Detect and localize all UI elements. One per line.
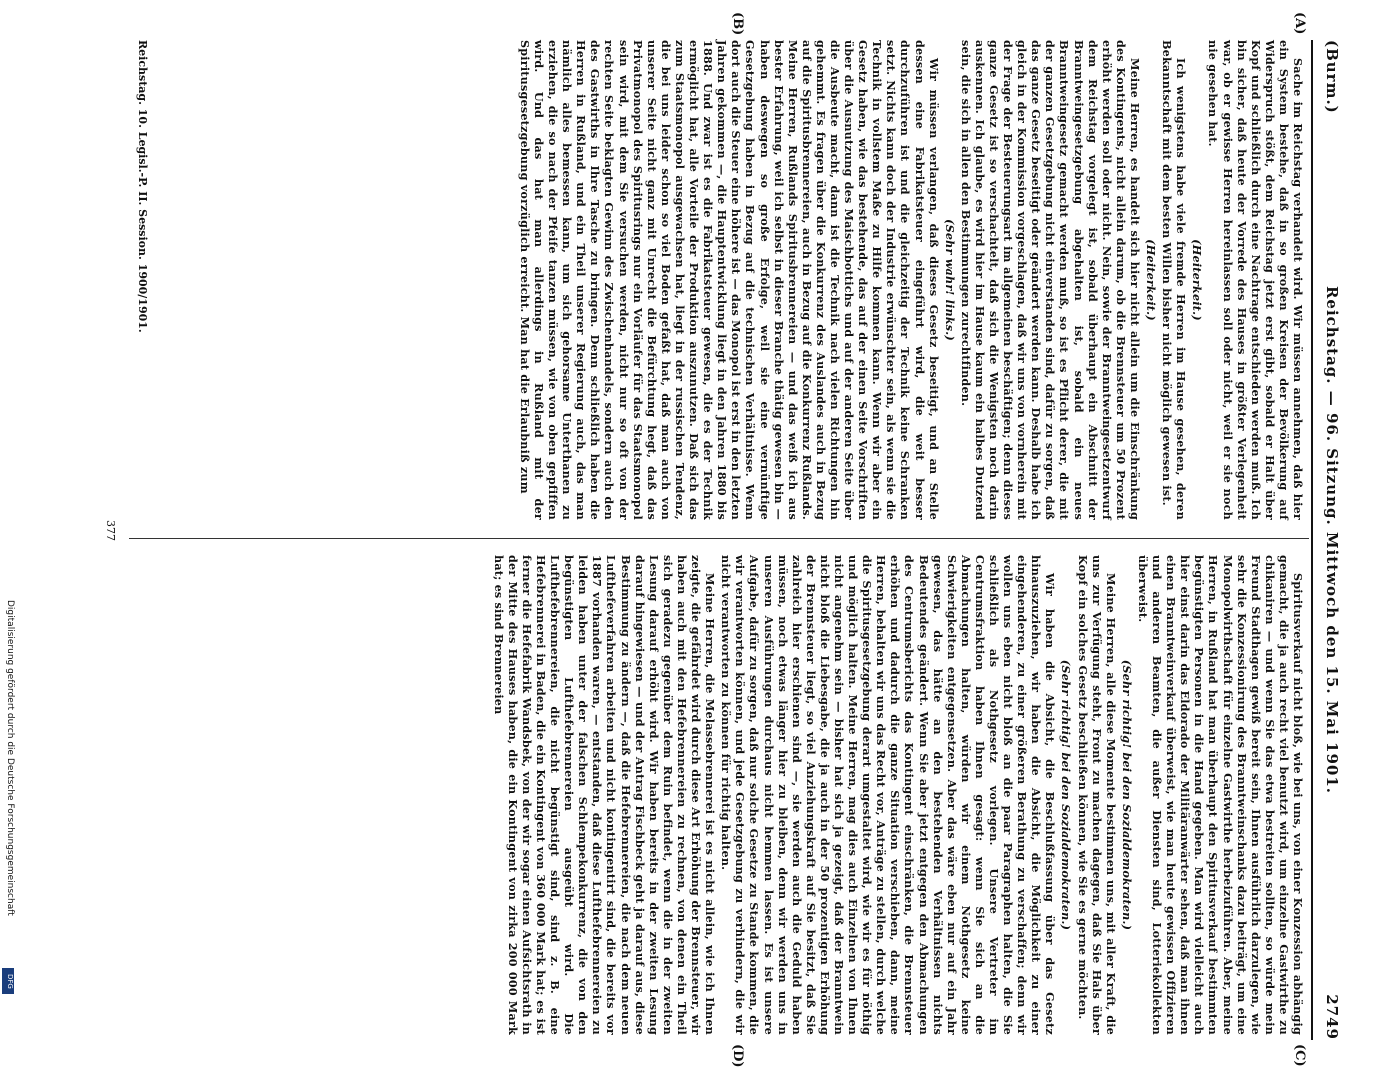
page-header <box>1315 40 1345 1040</box>
funding-note-text: Digitalisierung gefördert durch die Deutsche Forschungsgemeinschaft <box>5 600 15 916</box>
left-column-paragraph: Wir müssen verlangen, daß dieses Gesetz beseitigt, und an Stelle dessen eine Fabrikatsteuer eingeführt wird, die weit besser durchzuführen ist und die gleichzeitig der Technik keine Schranken setzt. Nichts kann doch der Industrie erwünschter sein, als wenn sie die Technik in vollstem Maße zu Hilfe kommen kann. Wenn wir aber ein Gesetz haben, wie das bestehende, das auf der einen Seite Vorschriften über die Ausnutzung des Maischbottichs und auf der anderen Seite über die Ausbeute macht, dann ist die Technik nach vielen Richtungen hin gehemmt. Es fragen über die Konkurrenz des Auslandes auch in Bezug auf die Spiritusbrennereien, auch in Bezug auf die Konkurrenz Rußlands. Meine Herren, Rußlands Spiritusbrennereien — und das weiß ich aus bester Erfahrung, weil ich selbst in dieser Branche thätig gewesen bin — haben deswegen so große Erfolge, weil sie eine vernünftige Gesetzgebung haben in Bezug auf die technischen Verhältnisse. Wenn dort auch die Steuer eine höhere ist — das Monopol ist erst in den letzten Jahren gekommen —, die Hauptentwicklung liegt in den Jahren 1880 bis 1888. Und zwar ist es die Fabrikatsteuer gewesen, die es der Technik ermöglicht hat, alle Vorteile der Produktion auszunutzen. Daß sich das zum Staatsmonopol ausgewachsen hat, liegt in der russischen Tendenz, die bei uns leider schon so viel Boden gefaßt hat, daß man auch von unserer Seite nicht ganz mit Unrecht die Befürchtung hegt, daß das Privatmonopol des Spiritusrings nur ein Vorläufer für das Staatsmonopol sein wird, mit dem Sie versuchen werden, nicht nur so oft von der rechten Seite beklagten Gewinn des Zwischenhandels, sondern auch den des Gastwirths in Ihre Tasche zu bringen. Denn schließlich haben die Herren in Rußland, und ein Theil unserer Regierung auch, das man nämlich alles bemessen kann, um sich gehorsame Unterthanen zu erziehen, die so nach der Pfeife tanzen müssen, wie von oben gepfiffen wird. Und das hat man allerdings in Rußland mit der Spiritusgesetzgebung vorzüglich erreicht. Man hat die Erlaubniß zum <box>517 40 941 520</box>
left-column-paragraph: (Heiterkeit.) <box>1190 239 1205 321</box>
footer-session: Reichstag. 10. Legisl.-P. II. Session. 1900/1901. <box>136 40 149 333</box>
column-separator <box>129 538 1309 539</box>
margin-mark-b: (B) <box>730 12 745 36</box>
right-column-paragraph: Spiritusverkauf nicht bloß, wie bei uns, von einer Konzession abhängig gemacht, die ja auch recht viel benutzt wird, um einzelne Gastwirthe zu chikaniren — und wenn Sie das etwa bestreiten sollten, so würde mein Freund Stadthagen gewiß bereit sein, Ihnen ausführlich darzulegen, wie sehr die Konzessionirung des Branntweinschanks dazu beiträgt, um eine Monopolwirthschaft für einzelne Gastwirthe herbeizuführen. Aber, meine Herren, in Rußland hat man überhaupt den Spiritusverkauf bestimmten begünstigten Personen in die Hand gegeben. Man wird vielleicht auch hier einst darin das Eldorado der Militäranwärter sehen, daß man ihnen einen Branntweinverkauf überweist, wie man heute gewissen Offizieren und anderen Beamten, die außer Diensten sind, Lotteriekollekten überweist. <box>1135 555 1305 1035</box>
left-column-paragraph: Meine Herren, es handelt sich hier nicht allein um die Einschränkung des Kontingents, nicht allein darum, ob die Brennsteuer um 50 Prozent erhöht werden soll oder nicht. Nein, sowie der Branntweingesetzentwurf dem Reichstag vorgelegt ist, sobald überhaupt ein Abschnitt der Branntweingesetzgebung abgehalten ist, sobald ein neues Branntweingesetz gemacht werden muß, so ist es Pflicht derer, die mit der ganzen Gesetzgebung nicht einverstanden sind, dafür zu sorgen, daß das ganze Gesetz beseitigt oder geändert werden kann. Deshalb habe ich gleich in der Kommission vorgeschlagen, daß wir uns von vornherein mit der Frage der Besteuerungsart im allgemeinen beschäftigen; denn dieses ganze Gesetz ist so verschachtelt, daß sich die Wenigsten noch darin auskennen. Ich glaube, es wird hier im Hause kaum ein halbes Dutzend sein, die sich in allen den Bestimmungen zurechtfinden. <box>958 40 1142 520</box>
right-column-paragraph: (Sehr richtig! bei den Sozialdemokraten.) <box>1059 659 1074 931</box>
funding-note <box>4 600 16 995</box>
margin-mark-d: (D) <box>730 1044 745 1068</box>
margin-mark-a: (A) <box>1292 12 1307 35</box>
page-number: 2749 <box>1323 994 1341 1040</box>
right-column-paragraph: Meine Herren, die Melassebrennerei ist es nicht allein, wie ich Ihnen zeigte, die gefährdet wird durch diese Art Erhöhung der Brennsteuer, wir haben auch mit den Hefebrennereien zu rechnen, von denen ein Theil sich geradezu gegenüber dem Ruin befindet, wenn die in der zweiten Lesung darauf erhöht wird. Wir haben bereits in der zweiten Lesung darauf hingewiesen — und der Antrag Fischbeck geht ja darauf aus, diese Bestimmung zu ändern —, daß die Hefebrennereien, die nach dem neuen Lufthefeverfahren arbeiten und nicht kontingentirt sind, die bereits vor 1887 vorhanden waren, — entstanden, daß diese Lufthefebrennereien zu leiden haben unter der falschen Schlempekonkurrenz, die von den begünstigten Lufthefebrennereien ausgeübt wird. Die Lufthefebrennereien, die nicht begünstigt sind, sind z. B. eine Hefebrennerei in Baden, die ein Kontingent von 360 000 Mark hat; es ist ferner die Hefefabrik Wandsbek, von der wir sogar einen Aufsichtsrath in der Mitte des Hauses haben, die ein Kontingent von zirka 200 000 Mark hat; es sind Brennereien <box>491 555 718 1035</box>
page-title: Reichstag. — 96. Sitzung. Mittwoch den 15. Mai 1901. <box>1323 285 1341 795</box>
right-column-paragraph: Wir haben die Absicht, die Beschlußfassung über das Gesetz hinauszuziehen, wir haben die Absicht, die Möglichkeit zu einer eingehenderen, zu einer größeren Berathung zu verschaffen; denn wir wollen uns eben nicht bloß an die paar Paragraphen halten, die Sie schließlich als Nothgesetz vorlegen. Unsere Vertreter im Centrumsfraktion haben Ihnen gesagt: wenn Sie sich an die Abmachungen halten, würden wir einem Nothgesetz keine Schwierigkeiten entgegensetzen. Aber das wäre eben nur auf ein Jahr gewesen, das hätte an den bestehenden Verhältnissen nichts Bedeutendes geändert. Wenn Sie aber jetzt entgegen den Abmachungen des Centrumsberichts das Kontingent einschränken, die Brennsteuer erhöhen und dadurch die ganze Situation verschieben, dann, meine Herren, behalten wir uns das Recht vor, Anträge zu stellen, durch welche die Spiritusgesetzgebung derart umgestaltet wird, wie wir es für nöthig und möglich halten. Meine Herren, mag dies auch Einzelnen von Ihnen nicht angenehm sein — bisher hat sich ja gezeigt, daß der Branntwein nicht bloß die Liebesgabe, die ja auch in der 50 prozentigen Erhöhung der Brennsteuer liegt, so viel Anziehungskraft auf Sie besitzt, daß Sie zahlreich hier erschienen sind —, sie werden auch die Geduld haben müssen, noch etwas länger hier zu bleiben, denn wir werden uns in unseren Ausführungen durchaus nicht hemmen lassen. Es ist unsere Aufgabe, dafür zu sorgen, daß nur solche Gesetze zu Stande kommen, die wir verantworten können, und jede Gesetzgebung zu verhindern, die wir nicht verantworten zu können für richtig halten. <box>719 555 1058 1035</box>
right-column <box>490 555 1305 1035</box>
left-column <box>516 40 1305 520</box>
right-column-paragraph: (Sehr richtig! bei den Sozialdemokraten.) <box>1119 659 1134 931</box>
rotated-page <box>55 12 1345 1068</box>
left-column-paragraph: Sache im Reichstag verhandelt wird. Wir müssen annehmen, daß hier ein System bestehe, daß in so großen Kreisen der Bevölkerung auf Widerspruch stößt, dem Reichstag jetzt erst gibt, sobald er Halt über Kopf und schließlich durch eine Nachtrage entschieden werden muß. Ich bin sicher, daß heute der Vorrede des Hauses in größter Verlegenheit war, ob er gewisse Herren hereinlassen soll oder nicht, weil er sie noch nie gesehen hat. <box>1206 40 1305 520</box>
left-column-paragraph: Ich wenigstens habe viele fremde Herren im Hause gesehen, deren Bekanntschaft mit dem besten Willen bisher nicht möglich gewesen ist. <box>1160 40 1189 520</box>
footer-page-number: 377 <box>104 520 117 541</box>
dfg-logo <box>2 968 14 994</box>
left-header-mark: (Burm.) <box>1323 40 1341 114</box>
right-column-paragraph: Meine Herren, alle diese Momente bestimmen uns, mit aller Kraft, die uns zur Verfügung steht, Front zu machen dagegen, daß Sie Hals über Kopf ein solches Gesetz beschließen können, wie Sie es gerne möchten. <box>1075 555 1118 1035</box>
margin-mark-c: (C) <box>1292 1044 1307 1067</box>
left-column-paragraph: (Heiterkeit.) <box>1144 239 1159 321</box>
left-column-paragraph: (Sehr wahr! links.) <box>942 219 957 341</box>
dfg-logo-text: DFG <box>6 973 14 989</box>
header-rule <box>1311 40 1313 1040</box>
